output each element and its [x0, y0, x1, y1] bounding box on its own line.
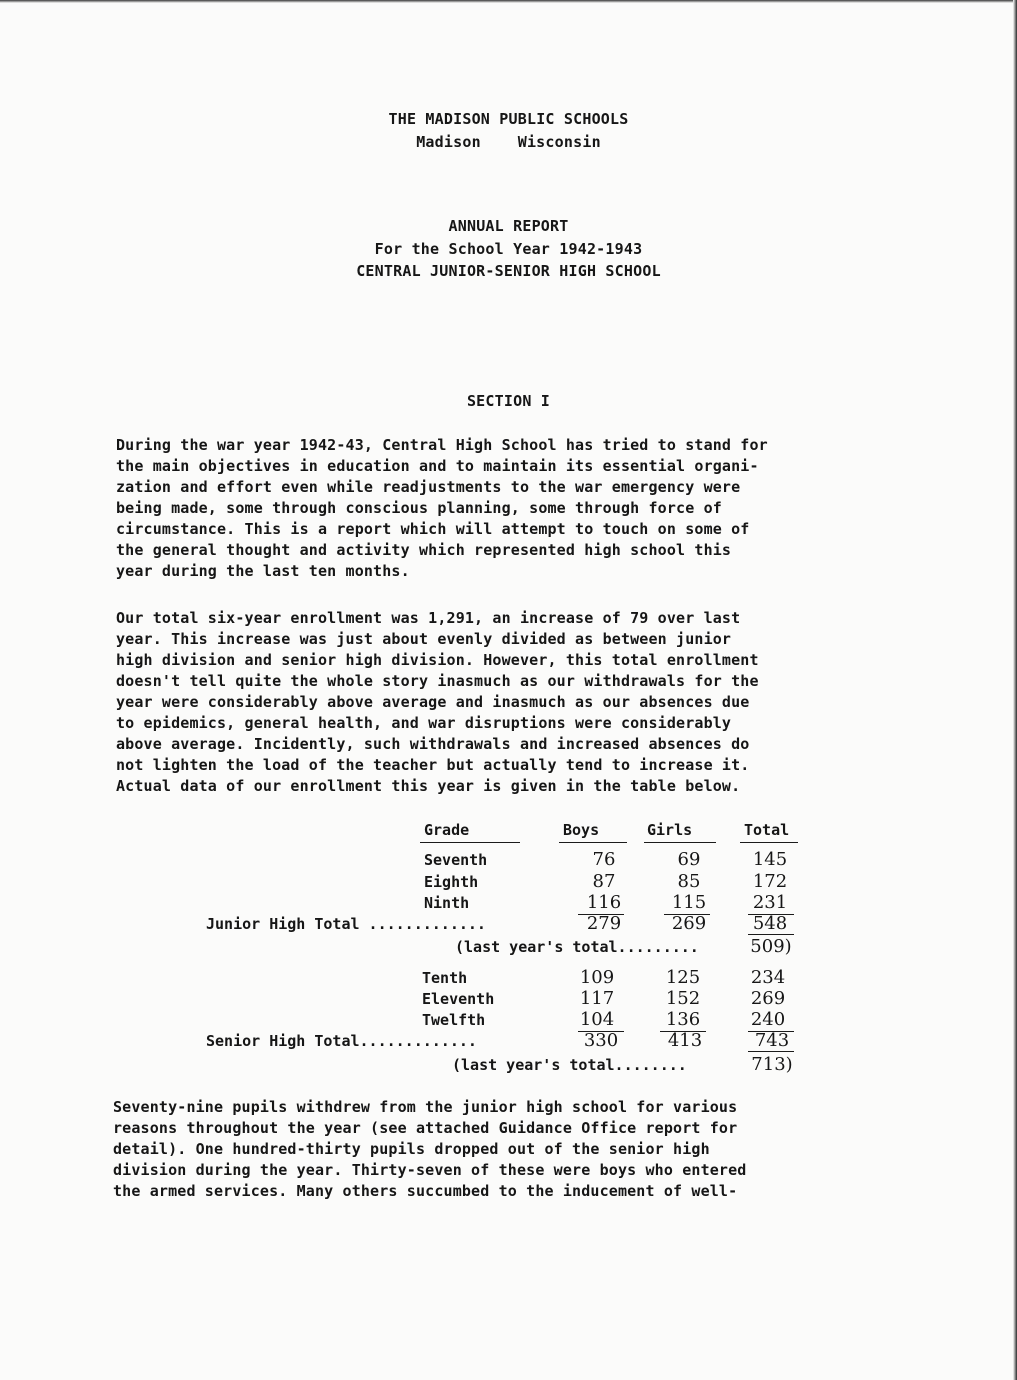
page-edge-right — [1013, 0, 1017, 1380]
total-count: 172 — [752, 871, 788, 892]
sum-rule — [748, 934, 794, 935]
text-line: Actual data of our enrollment this year is given in the table below. — [116, 777, 741, 795]
sum-rule — [748, 1051, 794, 1052]
text-line: the armed services. Many others succumbed to the inducement of well- — [113, 1182, 738, 1200]
grade-label: Ninth — [424, 894, 470, 912]
col-header-underline — [644, 842, 716, 843]
junior-grand-total: 548 — [752, 913, 788, 934]
grade-label: Eleventh — [422, 990, 495, 1008]
school-year: For the School Year 1942-1943 — [374, 240, 643, 258]
text-line: to epidemics, general health, and war disruptions were considerably — [116, 714, 732, 732]
boys-count: 117 — [579, 988, 615, 1009]
boys-count: 87 — [592, 871, 616, 892]
paragraph-enrollment — [116, 608, 886, 797]
text-line: detail). One hundred-thirty pupils dropped out of the senior high — [113, 1140, 710, 1158]
total-count: 269 — [750, 988, 786, 1009]
girls-count: 69 — [677, 849, 701, 870]
total-count: 240 — [750, 1009, 786, 1030]
page-edge-top — [0, 0, 1017, 3]
text-line: high division and senior high division. However, this total enrollment — [116, 651, 759, 669]
boys-count: 109 — [579, 967, 615, 988]
girls-count: 125 — [665, 967, 701, 988]
grade-label: Eighth — [424, 873, 479, 891]
text-line: the main objectives in education and to maintain its essential organi- — [116, 457, 759, 475]
junior-boys-total: 279 — [586, 913, 622, 934]
text-line: doesn't tell quite the whole story inasmuch as our withdrawals for the — [116, 672, 759, 690]
text-line: not lighten the load of the teacher but actually tend to increase it. — [116, 756, 750, 774]
school-name: CENTRAL JUNIOR-SENIOR HIGH SCHOOL — [356, 262, 661, 280]
grade-label: Seventh — [424, 851, 488, 869]
senior-total-label: Senior High Total............. — [206, 1032, 477, 1050]
girls-count: 115 — [671, 892, 707, 913]
col-header-boys: Boys — [563, 821, 600, 839]
col-header-underline — [420, 842, 520, 843]
paragraph-intro — [116, 435, 886, 582]
city-line: Madison Wisconsin — [416, 133, 601, 151]
total-count: 231 — [752, 892, 788, 913]
text-line: Our total six-year enrollment was 1,291, an increase of 79 over last — [116, 609, 741, 627]
col-header-grade: Grade — [424, 821, 470, 839]
text-line: reasons throughout the year (see attached Guidance Office report for — [113, 1119, 738, 1137]
col-header-girls: Girls — [647, 821, 693, 839]
col-header-underline — [740, 842, 798, 843]
report-title: ANNUAL REPORT — [448, 217, 569, 235]
junior-girls-total: 269 — [671, 913, 707, 934]
senior-grand-total: 743 — [754, 1030, 790, 1051]
text-line: Seventy-nine pupils withdrew from the junior high school for various — [113, 1098, 738, 1116]
total-count: 234 — [750, 967, 786, 988]
boys-count: 76 — [592, 849, 616, 870]
col-header-total: Total — [744, 821, 790, 839]
girls-count: 152 — [665, 988, 701, 1009]
senior-last-year-total: 713) — [751, 1054, 793, 1075]
text-line: the general thought and activity which represented high school this — [116, 541, 732, 559]
text-line: above average. Incidently, such withdrawals and increased absences do — [116, 735, 750, 753]
text-line: being made, some through conscious planning, some through force of — [116, 499, 722, 517]
text-line: year. This increase was just about evenly divided as between junior — [116, 630, 732, 648]
text-line: year were considerably above average and inasmuch as our absences due — [116, 693, 750, 711]
text-line: year during the last ten months. — [116, 562, 410, 580]
senior-girls-total: 413 — [667, 1030, 703, 1051]
girls-count: 85 — [677, 871, 701, 892]
senior-last-year-label: (last year's total........ — [452, 1056, 687, 1074]
girls-count: 136 — [665, 1009, 701, 1030]
org-title: THE MADISON PUBLIC SCHOOLS — [388, 110, 629, 128]
paragraph-withdrawals — [113, 1097, 883, 1202]
text-line: During the war year 1942-43, Central High School has tried to stand for — [116, 436, 768, 454]
section-heading: SECTION I — [466, 392, 551, 410]
text-line: circumstance. This is a report which will attempt to touch on some of — [116, 520, 750, 538]
text-line: zation and effort even while readjustments to the war emergency were — [116, 478, 741, 496]
junior-last-year-label: (last year's total......... — [455, 938, 699, 956]
senior-boys-total: 330 — [583, 1030, 619, 1051]
boys-count: 104 — [579, 1009, 615, 1030]
grade-label: Twelfth — [422, 1011, 486, 1029]
text-line: division during the year. Thirty-seven of these were boys who entered — [113, 1161, 747, 1179]
boys-count: 116 — [586, 892, 622, 913]
col-header-underline — [559, 842, 627, 843]
junior-total-label: Junior High Total ............. — [206, 915, 486, 933]
grade-label: Tenth — [422, 969, 468, 987]
total-count: 145 — [752, 849, 788, 870]
junior-last-year-total: 509) — [750, 936, 792, 957]
